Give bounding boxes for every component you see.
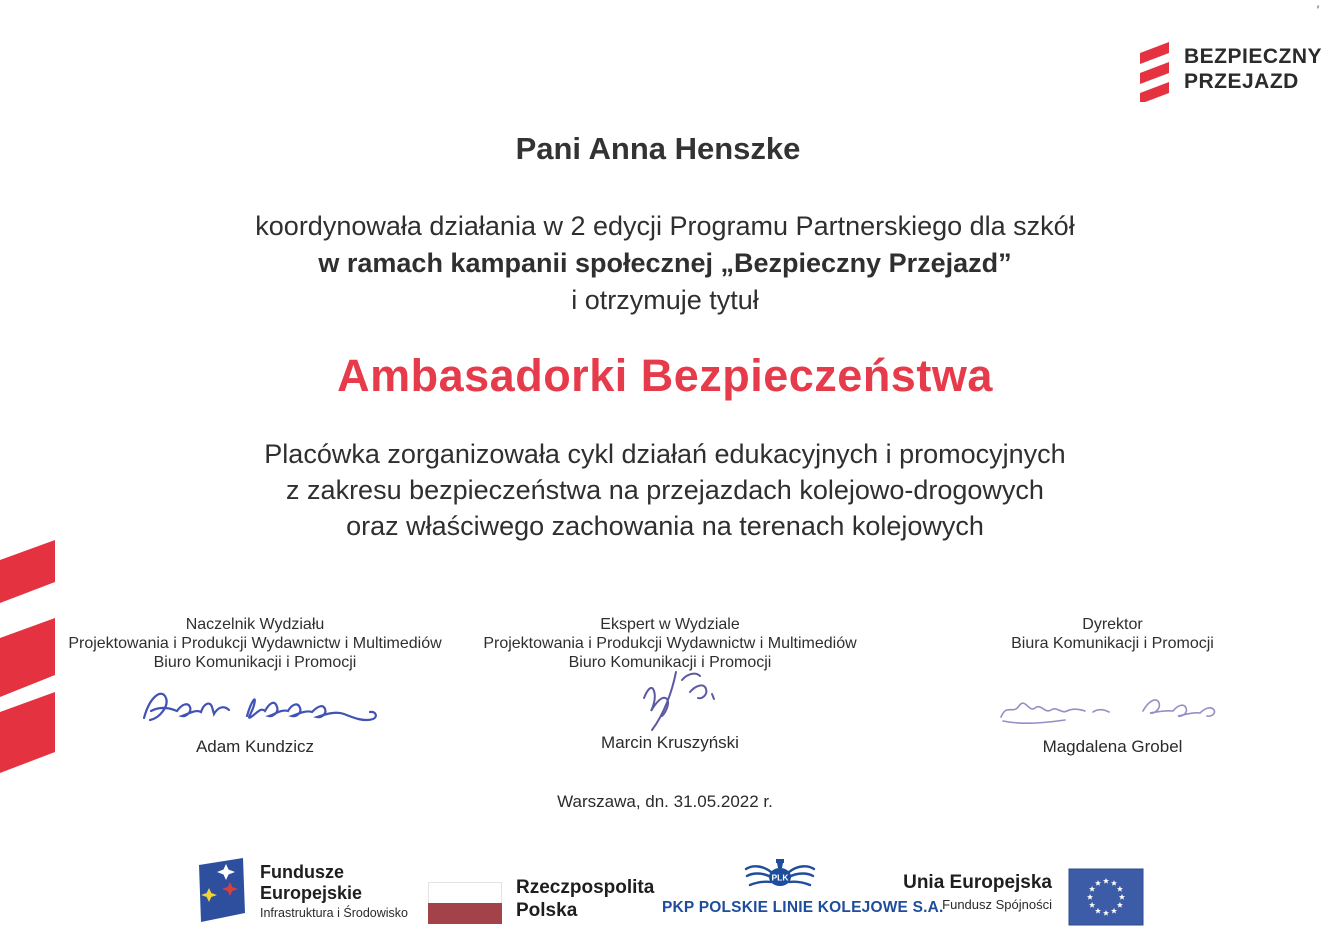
- rzeczpospolita-polska-text: [516, 876, 654, 922]
- pkp-emblem-text: PLK: [771, 872, 789, 883]
- role-line: Projektowania i Produkcji Wydawnictw i Multimediów: [483, 635, 857, 652]
- signatory-roles: [905, 615, 1320, 675]
- intro-line2: w ramach kampanii społecznej „Bezpieczny Przejazd”: [318, 248, 1012, 278]
- brand-stripes-icon: [1136, 36, 1174, 102]
- signatory-roles: [40, 615, 470, 675]
- signatory-block-left: [40, 615, 470, 757]
- signature-marcin-kruszynski: [450, 667, 890, 733]
- eu-flag-icon: [1068, 868, 1144, 926]
- role-line: Projektowania i Produkcji Wydawnictw i Multimediów: [68, 635, 442, 652]
- role-line: Naczelnik Wydziału: [185, 616, 325, 633]
- logo-rzeczpospolita-polska: [428, 876, 654, 924]
- logo-fundusze-europejskie: [196, 856, 408, 924]
- role-line: Biuro Komunikacji i Promocji: [153, 654, 357, 671]
- brand-logo: [1136, 36, 1322, 102]
- unia-europejska-text: [896, 868, 1052, 912]
- signatory-name: Adam Kundzicz: [195, 737, 315, 756]
- signatory-block-right: [905, 615, 1320, 757]
- brand-line2: PRZEJAZD: [1184, 70, 1299, 93]
- recipient-name: Pani Anna Henszke: [515, 131, 801, 166]
- ue-title: Unia Europejska: [903, 872, 1052, 893]
- description-line1: Placówka zorganizowała cykl działań edukacyjnych i promocyjnych: [264, 439, 1066, 469]
- scan-artifact: ': [1314, 1, 1321, 19]
- pkp-label: PKP POLSKIE LINIE KOLEJOWE S.A.: [662, 899, 944, 916]
- fundusze-europejskie-flag-icon: [196, 856, 248, 924]
- signatory-roles: [450, 615, 890, 675]
- intro-line1: koordynowała działania w 2 edycji Programu Partnerskiego dla szkół: [255, 211, 1075, 241]
- role-line: Dyrektor: [1082, 616, 1143, 633]
- logo-unia-europejska: [896, 868, 1144, 926]
- description-line2: z zakresu bezpieczeństwa na przejazdach kolejowo-drogowych: [286, 475, 1044, 505]
- description-line3: oraz właściwego zachowania na terenach kolejowych: [346, 511, 984, 541]
- brand-wordmark: [1184, 44, 1322, 94]
- description-paragraph: [0, 436, 1330, 544]
- signatory-block-middle: [450, 615, 890, 753]
- role-line: Ekspert w Wydziale: [600, 616, 740, 633]
- logo-pkp-plk: [662, 856, 944, 917]
- intro-paragraph: [0, 208, 1330, 319]
- poland-flag-icon: [428, 882, 502, 924]
- fundusze-europejskie-text: [260, 856, 408, 920]
- pkp-winged-wheel-icon: [743, 856, 817, 892]
- rp-line2: Polska: [516, 900, 578, 921]
- signatory-name: Magdalena Grobel: [1042, 737, 1183, 756]
- signature-magdalena-grobel: [905, 675, 1320, 737]
- fe-title-line2: Europejskie: [260, 883, 363, 903]
- dateline: Warszawa, dn. 31.05.2022 r.: [557, 792, 773, 811]
- award-title: Ambasadorki Bezpieczeństwa: [337, 350, 993, 401]
- rp-line1: Rzeczpospolita: [516, 877, 655, 898]
- intro-line3: i otrzymuje tytuł: [571, 285, 759, 315]
- role-line: Biura Komunikacji i Promocji: [1011, 635, 1214, 652]
- brand-line1: BEZPIECZNY: [1184, 45, 1323, 68]
- fe-subtitle: Infrastruktura i Środowisko: [260, 906, 408, 920]
- fe-title-line1: Fundusze: [260, 862, 344, 882]
- signatory-name: Marcin Kruszyński: [601, 733, 739, 752]
- role-line: Biuro Komunikacji i Promocji: [568, 654, 772, 671]
- signature-adam-kundzicz: [40, 675, 470, 737]
- ue-subtitle: Fundusz Spójności: [942, 897, 1052, 912]
